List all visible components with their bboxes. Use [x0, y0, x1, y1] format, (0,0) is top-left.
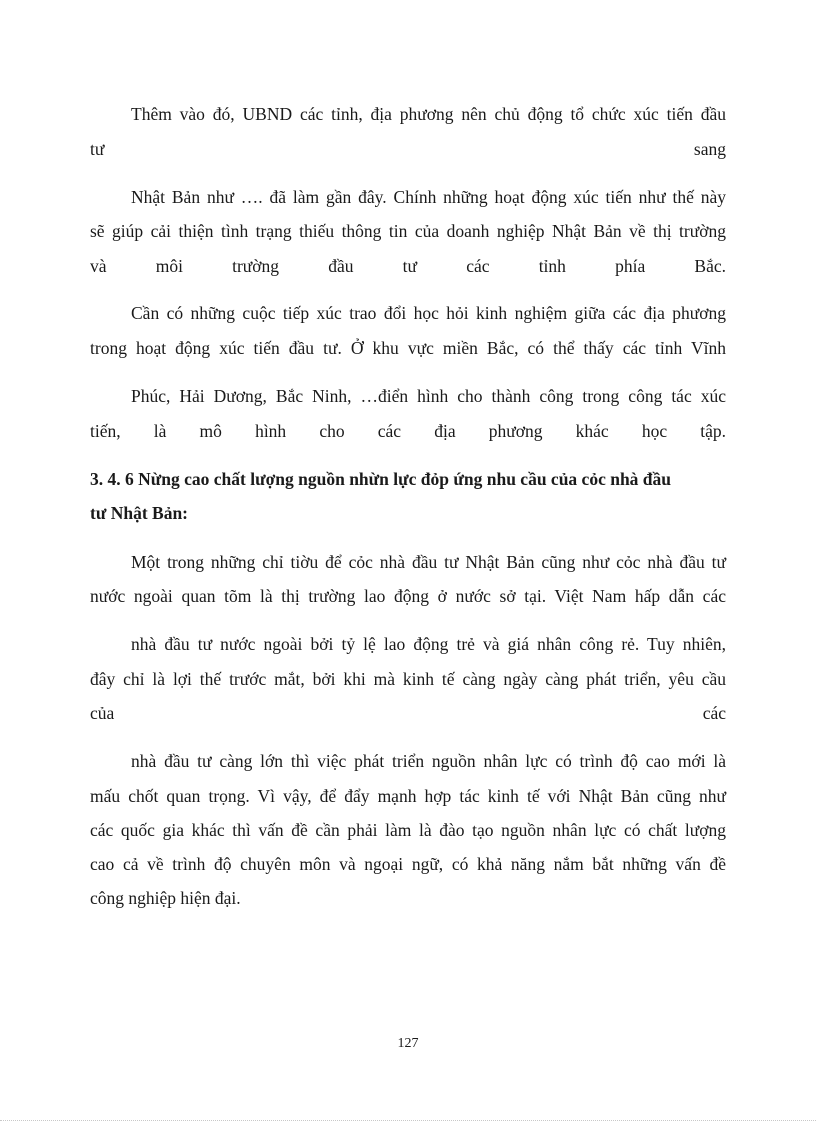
paragraph-line: trong hoạt động xúc tiến đầu tư. Ở khu vực miền Bắc, có thể thấy các tỉnh Vĩnh [90, 338, 726, 358]
paragraph-line: Nhật Bản như …. đã làm gần đây. Chính những hoạt động xúc tiến như thế này [131, 187, 726, 207]
paragraph-line: Cần có những cuộc tiếp xúc trao đổi học hỏi kinh nghiệm giữa các địa phương [131, 303, 726, 323]
paragraph-line: cao cả về trình độ chuyên môn và ngoại ngữ, có khả năng nắm bắt những vấn đề [90, 854, 726, 874]
paragraph-line: Phúc, Hải Dương, Bắc Ninh, …điển hình cho thành công trong công tác xúc [131, 386, 726, 406]
paragraph-line: nhà đầu tư càng lớn thì việc phát triển nguồn nhân lực có trình độ cao mới là [131, 751, 726, 771]
paragraph-line: Một trong những chỉ tiờu để cỏc nhà đầu tư Nhật Bản cũng như cỏc nhà đầu tư [131, 552, 726, 572]
paragraph-line: Thêm vào đó, UBND các tỉnh, địa phương nên chủ động tổ chức xúc tiến đầu [131, 104, 726, 124]
page-number: 127 [397, 1036, 419, 1051]
paragraph-line: tiến, là mô hình cho các địa phương khác học tập. [90, 421, 726, 441]
paragraph-line: nước ngoài quan tõm là thị trường lao động ở nước sở tại. Việt Nam hấp dẫn các [90, 586, 726, 606]
paragraph-line: sẽ giúp cải thiện tình trạng thiếu thông tin của doanh nghiệp Nhật Bản về thị trường [90, 221, 726, 241]
paragraph-line: của các [90, 703, 726, 723]
paragraph-line: tư sang [90, 139, 726, 159]
section-heading: tư Nhật Bản: [90, 503, 189, 523]
paragraph-line: các quốc gia khác thì vấn đề cần phải làm là đào tạo nguồn nhân lực có chất lượng [90, 820, 726, 840]
paragraph-line: và môi trường đầu tư các tỉnh phía Bắc. [90, 256, 726, 276]
page-bottom-divider [0, 1120, 816, 1121]
paragraph-line: đây chỉ là lợi thế trước mắt, bởi khi mà kinh tế càng ngày càng phát triển, yêu cầu [90, 669, 726, 689]
paragraph-line: công nghiệp hiện đại. [90, 888, 241, 908]
paragraph-line: nhà đầu tư nước ngoài bởi tỷ lệ lao động trẻ và giá nhân công rẻ. Tuy nhiên, [131, 634, 726, 654]
paragraph-line: mấu chốt quan trọng. Vì vậy, để đẩy mạnh hợp tác kinh tế với Nhật Bản cũng như [90, 786, 726, 806]
section-heading: 3. 4. 6 Nừng cao chất lượng nguồn nhừn lực đỏp ứng nhu cầu của cỏc nhà đầu [90, 469, 672, 489]
